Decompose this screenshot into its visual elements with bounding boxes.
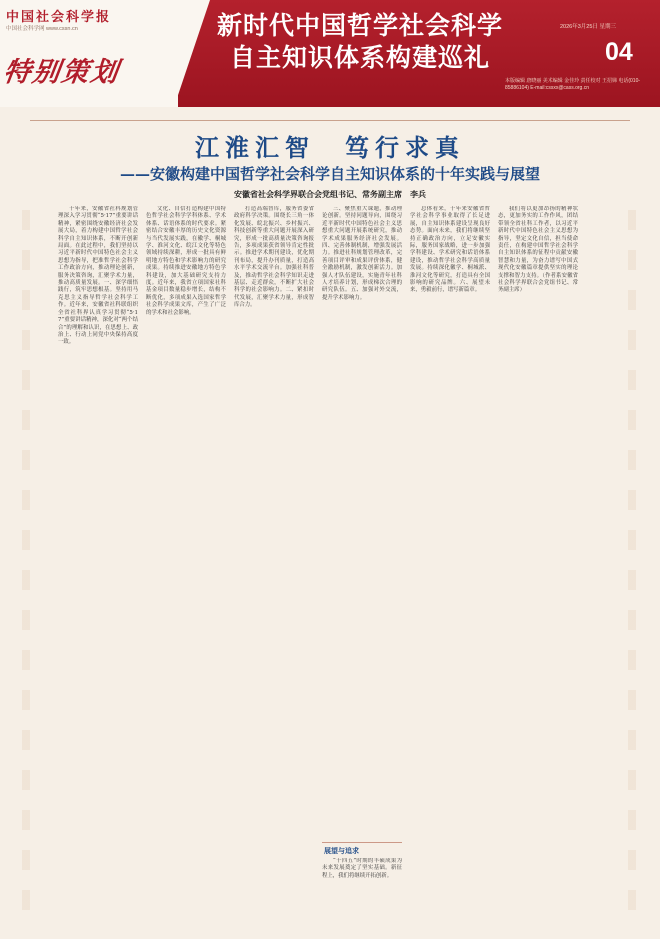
editors-info: 本版编辑 唐晓丽 美术编辑 金佳玲 责任校对 王招娣 电话(010-85886104) E-mail:cssxx@cass.org.cn bbox=[505, 78, 641, 91]
sidebar-box-body bbox=[322, 858, 402, 928]
paragraph: 打造高端智库，服务省委省政府科学决策。围绕长三角一体化发展、皖北振兴、乡村振兴、科技创新等重大问题开展深入研究，形成一批高质量决策咨询报告，多项成果获省领导肯定性批示。推进学术期刊建设，优化期刊布局，提升办刊质量，打造高水平学术交流平台。加强社科普及，推动哲学社会科学知识走进基层、走近群众，不断扩大社会科学的社会影响力。二、紧扣时代发展，汇聚学术力量，形成智库合力。 bbox=[234, 206, 314, 309]
paragraph: 十年来，安徽省社科规划管理深入学习贯彻“5·17”重要讲话精神，紧密围绕安徽经济社会发展大局，着力构建中国哲学社会科学自主知识体系，不断开创新局面。在此过程中，我们坚持以习近平新时代中国特色社会主义思想为指导，把准哲学社会科学工作政治方向，推动理论创新，服务决策咨询，汇聚学术力量，推动高质量发展。一、深学细悟践行，筑牢思想根基。坚持用马克思主义指导哲学社会科学工作。近年来，安徽省社科联组织全省社科界认真学习贯彻“5·17”重要讲话精神，深化对“两个结合”的理解和认识，在思想上、政治上、行动上同党中央保持高度一致。 bbox=[58, 206, 138, 346]
article-byline: 安徽省社会科学界联合会党组书记、常务副主席 李兵 bbox=[234, 190, 426, 199]
header-rule bbox=[30, 120, 630, 121]
paragraph: 文化、自信打造构建中国特色哲学社会科学学科体系、学术体系、话语体系的时代要求。紧密结合安徽丰厚的历史文化资源与当代发展实践，在徽学、桐城学、淮河文化、皖江文化等特色领域持续深耕，形成一批具有鲜明地方特色和学术影响力的研究成果。持续推进安徽地方特色学科建设，加大基础研究支持力度。近年来，我省立项国家社科基金项目数量稳步增长，结构不断优化，多项成果入选国家哲学社会科学成果文库，产生了广泛的学术和社会影响。 bbox=[146, 206, 226, 316]
sidebar-box-title: 展望与追求 bbox=[324, 848, 359, 855]
paragraph: 三、聚焦重大课题，推动理论创新。坚持问题导向，围绕习近平新时代中国特色社会主义思想重大问题开展系统研究，推动学术成果服务经济社会发展。四、完善体制机制，增强发展活力。推进社科规划管理改革，完善项目评审和成果评价体系，健全激励机制，激发创新活力。加强人才队伍建设，实施青年社科人才培养计划，形成梯次合理的研究队伍。五、加强对外交流，提升学术影响力。 bbox=[322, 206, 402, 301]
right-decoration bbox=[628, 210, 636, 910]
text-column-4 bbox=[322, 206, 402, 836]
paragraph: “十四五”时期的丰硕成果为未来发展奠定了坚实基础。新征程上，我们将继续开拓创新。 bbox=[322, 858, 402, 879]
page-header bbox=[0, 0, 660, 107]
article-title: 江淮汇智 笃行求真 bbox=[195, 133, 465, 162]
text-column-1 bbox=[58, 206, 138, 926]
paragraph: 我们将以更加昂扬的精神状态，更加务实的工作作风，团结带领全省社科工作者，以习近平新时代中国特色社会主义思想为指导，坚定文化自信，担当使命责任，在构建中国哲学社会科学自主知识体系的征程中贡献安徽智慧和力量，为奋力谱写中国式现代化安徽篇章提供坚实的理论支撑和智力支持。（作者系安徽省社会科学界联合会党组书记、常务副主席） bbox=[498, 206, 578, 294]
text-column-6 bbox=[498, 206, 578, 926]
text-column-5 bbox=[410, 206, 490, 926]
article-subtitle: ——安徽构建中国哲学社会科学自主知识体系的十年实践与展望 bbox=[119, 165, 540, 183]
right-margin bbox=[616, 107, 660, 939]
site-url: 中国社会科学网 www.cssn.cn bbox=[6, 26, 78, 32]
masthead: 中国社会科学报 bbox=[6, 10, 112, 25]
text-column-3 bbox=[234, 206, 314, 926]
column-title bbox=[195, 10, 525, 74]
left-decoration bbox=[22, 210, 30, 910]
special-feature-badge: 特别策划 bbox=[1, 57, 122, 88]
column-title-line1: 新时代中国哲学社会科学 bbox=[216, 11, 503, 40]
sidebar-box bbox=[322, 842, 402, 931]
paragraph: 总体看来，十年来安徽省哲学社会科学事业取得了长足进展，自主知识体系建设呈现良好态势。面向未来，我们将继续坚持正确政治方向，立足安徽实际，服务国家战略，进一步加强学科建设、学术研究和话语体系建设，推动哲学社会科学高质量发展。持续深化徽学、桐城派、淮河文化等研究，打造具有全国影响的研究品牌。六、展望未来，勇毅前行，谱写新篇章。 bbox=[410, 206, 490, 294]
page-number: 04 bbox=[605, 38, 633, 66]
issue-date: 2026年3月25日 星期三 bbox=[560, 24, 616, 30]
text-column-2 bbox=[146, 206, 226, 926]
column-title-line2: 自主知识体系构建巡礼 bbox=[229, 43, 490, 72]
